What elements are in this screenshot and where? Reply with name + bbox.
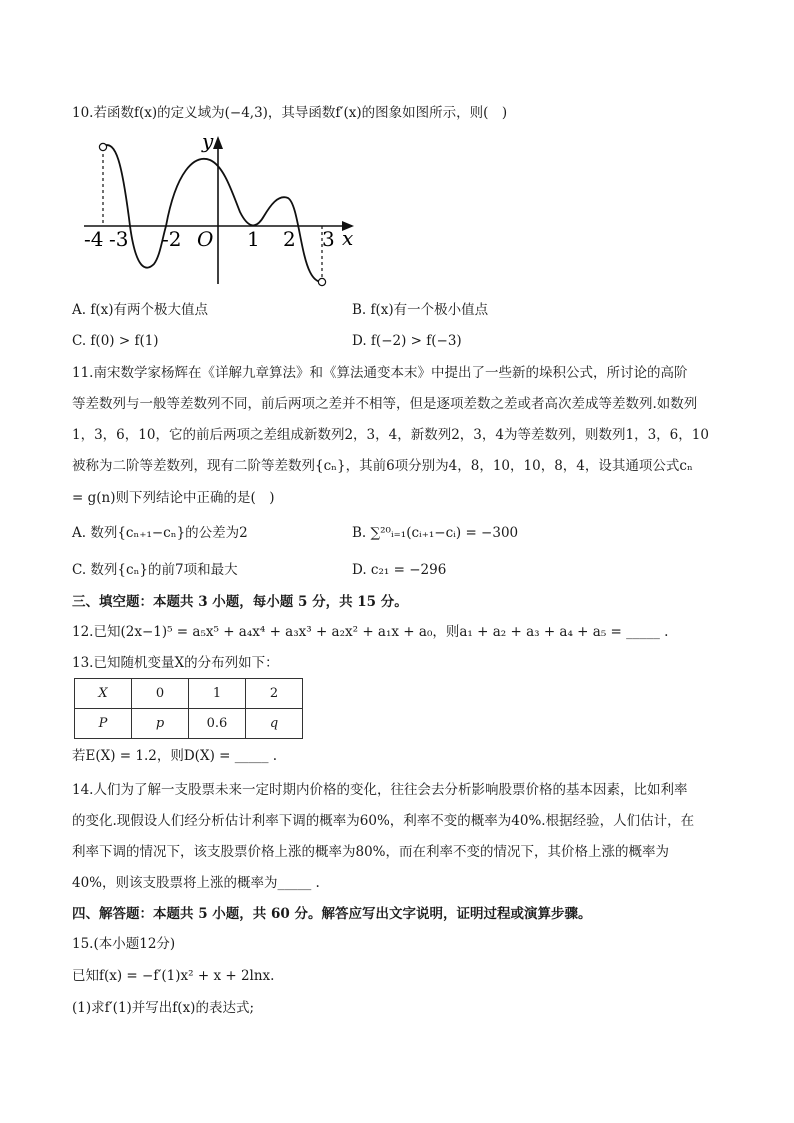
q11-line: 被称为二阶等差数列，现有二阶等差数列{cₙ}，其前6项分别为4，8，10，10，8，4，设其通项公式cₙ xyxy=(72,458,693,474)
tick-label: 3 xyxy=(322,227,335,251)
section-3-heading: 三、填空题：本题共 3 小题，每小题 5 分，共 15 分。 xyxy=(72,594,408,610)
table-row xyxy=(75,679,303,709)
q14-line: 的变化.现假设人们经分析估计利率下调的概率为60%，利率不变的概率为40%.根据经验，人们估计，在 xyxy=(72,813,695,829)
x-axis-label: x xyxy=(342,226,354,250)
q14-line: 40%，则该支股票将上涨的概率为_____ . xyxy=(72,875,320,891)
tick-label: -3 xyxy=(109,227,129,251)
q15-title: 15.(本小题12分) xyxy=(72,936,176,952)
table-row xyxy=(75,709,303,739)
q10-option-c: C. f(0) > f(1) xyxy=(72,333,159,349)
q11-option-b: B. ∑²⁰ᵢ₌₁(cᵢ₊₁−cᵢ) = −300 xyxy=(352,525,519,541)
open-endpoint-left xyxy=(99,143,106,150)
tick-label: -4 xyxy=(84,227,104,251)
tick-label: 1 xyxy=(247,227,260,251)
table-cell: P xyxy=(75,709,132,739)
y-axis-arrow xyxy=(213,136,223,149)
q14-line: 14.人们为了解一支股票未来一定时期内价格的变化，往往会去分析影响股票价格的基本因素，比如利率 xyxy=(72,782,688,798)
table-cell: X xyxy=(75,679,132,709)
q10-option-b: B. f(x)有一个极小值点 xyxy=(352,302,489,318)
origin-label: O xyxy=(197,227,214,251)
q11-line: 等差数列与一般等差数列不同，前后两项之差并不相等，但是逐项差数之差或者高次差成等差数列.如数列 xyxy=(72,396,698,412)
q14-line: 利率下调的情况下，该支股票价格上涨的概率为80%，而在利率不变的情况下，其价格上涨的概率为 xyxy=(72,844,670,860)
table-cell: 1 xyxy=(189,679,246,709)
q11-line: = g(n)则下列结论中正确的是( ) xyxy=(72,490,275,506)
q11-line: 1，3，6，10，它的前后两项之差组成新数列2，3，4，新数列2，3，4为等差数列，则数列1，3，6，10 xyxy=(72,427,709,443)
q15-part1: (1)求f′(1)并写出f(x)的表达式; xyxy=(72,1000,254,1016)
q12: 12.已知(2x−1)⁵ = a₅x⁵ + a₄x⁴ + a₃x³ + a₂x² + a₁x + a₀，则a₁ + a₂ + a₃ + a₄ + a₅ = _____ . xyxy=(72,624,669,640)
q11-option-a: A. 数列{cₙ₊₁−cₙ}的公差为2 xyxy=(72,525,248,541)
open-endpoint-right xyxy=(318,278,325,285)
section-4-heading: 四、解答题：本题共 5 小题，共 60 分。解答应写出文字说明，证明过程或演算步骤。 xyxy=(72,906,592,922)
tick-label: -2 xyxy=(162,227,182,251)
table-cell: 2 xyxy=(246,679,303,709)
distribution-table xyxy=(74,678,303,739)
derivative-graph xyxy=(84,132,364,292)
table-cell: 0 xyxy=(132,679,189,709)
q15-given: 已知f(x) = −f′(1)x² + x + 2lnx. xyxy=(72,968,275,984)
q11-line: 11.南宋数学家杨辉在《详解九章算法》和《算法通变本末》中提出了一些新的垛积公式，所讨论的高阶 xyxy=(72,365,688,381)
q10-option-d: D. f(−2) > f(−3) xyxy=(352,333,462,349)
derivative-curve xyxy=(103,145,322,282)
q11-option-d: D. c₂₁ = −296 xyxy=(352,562,447,578)
q10-option-a: A. f(x)有两个极大值点 xyxy=(72,302,208,318)
tick-label: 2 xyxy=(283,227,296,251)
table-cell: q xyxy=(246,709,303,739)
table-cell: p xyxy=(132,709,189,739)
q13-after: 若E(X) = 1.2，则D(X) = _____ . xyxy=(72,748,278,764)
q10-stem: 10.若函数f(x)的定义域为(−4,3)，其导函数f′(x)的图象如图所示，则( ) xyxy=(72,105,508,121)
q11-option-c: C. 数列{cₙ}的前7项和最大 xyxy=(72,562,238,578)
y-axis-label: y xyxy=(202,132,214,153)
table-cell: 0.6 xyxy=(189,709,246,739)
q13-stem: 13.已知随机变量X的分布列如下： xyxy=(72,655,279,671)
